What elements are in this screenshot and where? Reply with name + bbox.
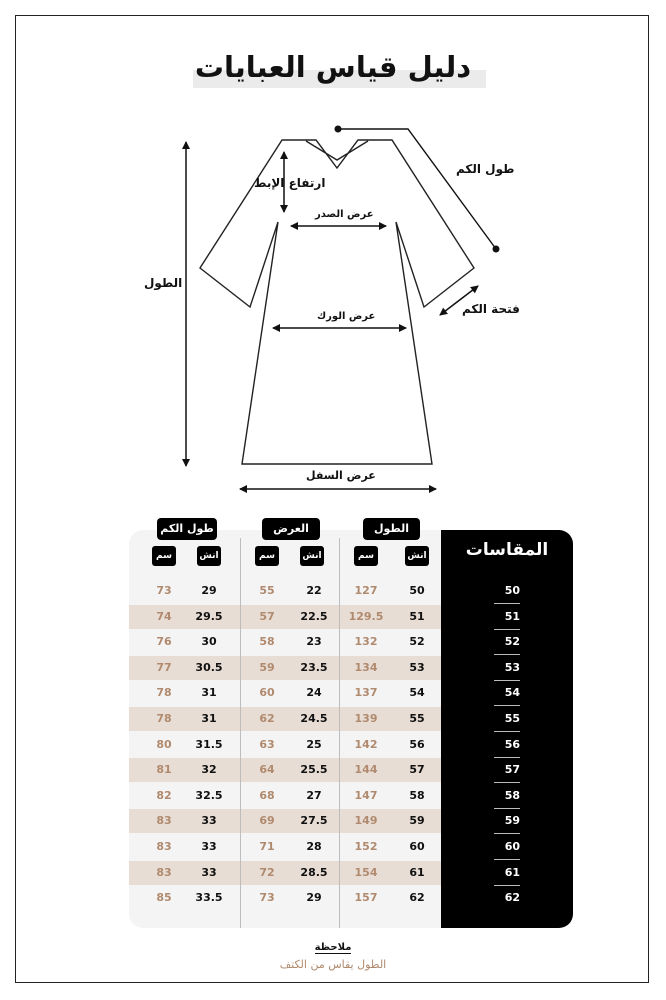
cell-width-in: 23 <box>306 635 322 649</box>
cell-sleeve-cm: 83 <box>156 814 172 828</box>
group-width: العرض <box>262 518 320 540</box>
cell-length-in: 56 <box>409 737 425 751</box>
cell-width-in: 23.5 <box>300 660 328 674</box>
cell-length-in: 57 <box>409 763 425 777</box>
cell-width-cm: 58 <box>259 635 275 649</box>
cell-width-in: 22 <box>306 584 322 597</box>
cell-width-in: 24 <box>306 686 322 700</box>
cell-width-cm: 72 <box>259 865 275 879</box>
cell-width-cm: 63 <box>259 737 275 751</box>
size-value: 53 <box>504 660 520 674</box>
size-value: 52 <box>504 635 520 649</box>
cell-sleeve-cm: 73 <box>156 584 172 597</box>
note-text: الطول يقاس من الكتف <box>279 958 387 971</box>
cell-length-cm: 152 <box>354 840 378 853</box>
cell-length-cm: 149 <box>354 814 378 828</box>
cell-length-cm: 134 <box>354 660 378 674</box>
cell-width-in: 25.5 <box>300 763 328 777</box>
cell-length-cm: 144 <box>354 763 378 777</box>
label-bottom-width: عرض السفل <box>306 469 376 482</box>
cell-sleeve-cm: 83 <box>156 865 172 879</box>
size-value: 50 <box>504 584 520 597</box>
label-chest-width: عرض الصدر <box>315 209 374 220</box>
size-value: 56 <box>504 737 520 751</box>
unit-inch-length: انش <box>405 546 429 566</box>
cell-width-cm: 57 <box>259 609 275 623</box>
cell-sleeve-cm: 83 <box>156 840 172 853</box>
cell-sleeve-in: 33 <box>201 840 217 853</box>
cell-width-in: 25 <box>306 737 322 751</box>
abaya-outline <box>200 140 474 464</box>
label-sleeve-opening: فتحة الكم <box>462 302 520 316</box>
cell-sleeve-in: 33 <box>201 865 217 879</box>
unit-cm-length: سم <box>354 546 378 566</box>
cell-sleeve-cm: 85 <box>156 891 172 905</box>
cell-width-cm: 60 <box>259 686 275 700</box>
cell-length-cm: 142 <box>354 737 378 751</box>
cell-sleeve-cm: 81 <box>156 763 172 777</box>
cell-width-in: 27.5 <box>300 814 328 828</box>
size-value: 62 <box>504 891 520 905</box>
size-value: 54 <box>504 686 520 700</box>
cell-length-in: 58 <box>409 788 425 802</box>
cell-sleeve-cm: 74 <box>156 609 172 623</box>
size-value: 57 <box>504 763 520 777</box>
cell-width-in: 27 <box>306 788 322 802</box>
sleeve-length-line <box>335 126 499 252</box>
cell-length-cm: 157 <box>354 891 378 905</box>
size-value: 51 <box>504 609 520 623</box>
unit-cm-sleeve: سم <box>152 546 176 566</box>
cell-width-in: 28.5 <box>300 865 328 879</box>
label-length: الطول <box>144 276 183 290</box>
cell-length-cm: 127 <box>354 584 378 597</box>
cell-sleeve-cm: 78 <box>156 712 172 725</box>
cell-sleeve-in: 31 <box>201 712 217 725</box>
unit-inch-sleeve: انش <box>197 546 221 566</box>
cell-length-in: 52 <box>409 635 425 649</box>
cell-sleeve-in: 31.5 <box>195 737 223 751</box>
cell-length-in: 55 <box>409 712 425 725</box>
cell-length-cm: 154 <box>354 865 378 879</box>
size-value: 60 <box>504 840 520 853</box>
unit-inch-width: انش <box>300 546 324 566</box>
cell-length-cm: 129.5 <box>348 609 384 623</box>
size-value: 58 <box>504 788 520 802</box>
cell-sleeve-in: 29 <box>201 584 217 597</box>
cell-length-in: 50 <box>409 584 425 597</box>
cell-sleeve-in: 33 <box>201 814 217 828</box>
cell-length-in: 54 <box>409 686 425 700</box>
cell-width-cm: 62 <box>259 712 275 725</box>
label-hip-width: عرض الورك <box>317 311 376 322</box>
cell-width-cm: 73 <box>259 891 275 905</box>
cell-length-in: 53 <box>409 660 425 674</box>
cell-width-in: 24.5 <box>300 712 328 725</box>
cell-width-cm: 68 <box>259 788 275 802</box>
cell-sleeve-in: 31 <box>201 686 217 700</box>
group-sleeve-length: طول الكم <box>157 518 217 540</box>
cell-length-cm: 137 <box>354 686 378 700</box>
cell-width-cm: 71 <box>259 840 275 853</box>
cell-length-in: 60 <box>409 840 425 853</box>
cell-sleeve-in: 32.5 <box>195 788 223 802</box>
size-value: 55 <box>504 712 520 725</box>
cell-sleeve-in: 33.5 <box>195 891 223 905</box>
cell-width-cm: 64 <box>259 763 275 777</box>
cell-sleeve-cm: 78 <box>156 686 172 700</box>
cell-sleeve-cm: 77 <box>156 660 172 674</box>
size-table <box>129 522 573 928</box>
cell-sleeve-in: 32 <box>201 763 217 777</box>
cell-sleeve-in: 30 <box>201 635 217 649</box>
cell-length-cm: 147 <box>354 788 378 802</box>
cell-length-cm: 132 <box>354 635 378 649</box>
note-title: ملاحظة <box>314 942 352 953</box>
cell-length-in: 51 <box>409 609 425 623</box>
cell-length-cm: 139 <box>354 712 378 725</box>
cell-width-cm: 69 <box>259 814 275 828</box>
unit-cm-width: سم <box>255 546 279 566</box>
cell-width-cm: 55 <box>259 584 275 597</box>
column-divider <box>240 538 241 928</box>
cell-sleeve-cm: 80 <box>156 737 172 751</box>
size-value: 61 <box>504 865 520 879</box>
cell-length-in: 62 <box>409 891 425 905</box>
cell-sleeve-in: 30.5 <box>195 660 223 674</box>
cell-width-in: 29 <box>306 891 322 905</box>
group-length: الطول <box>363 518 420 540</box>
cell-sleeve-cm: 82 <box>156 788 172 802</box>
cell-width-in: 28 <box>306 840 322 853</box>
cell-sleeve-cm: 76 <box>156 635 172 649</box>
cell-length-in: 61 <box>409 865 425 879</box>
cell-width-cm: 59 <box>259 660 275 674</box>
cell-width-in: 22.5 <box>300 609 328 623</box>
cell-sleeve-in: 29.5 <box>195 609 223 623</box>
size-value: 59 <box>504 814 520 828</box>
label-sleeve-length: طول الكم <box>456 162 515 176</box>
cell-length-in: 59 <box>409 814 425 828</box>
sizes-header: المقاسات <box>465 540 549 560</box>
column-divider <box>339 538 340 928</box>
label-armpit-height: ارتفاع الإبط <box>254 176 326 190</box>
page-title: دليل قياس العبايات <box>194 50 472 84</box>
